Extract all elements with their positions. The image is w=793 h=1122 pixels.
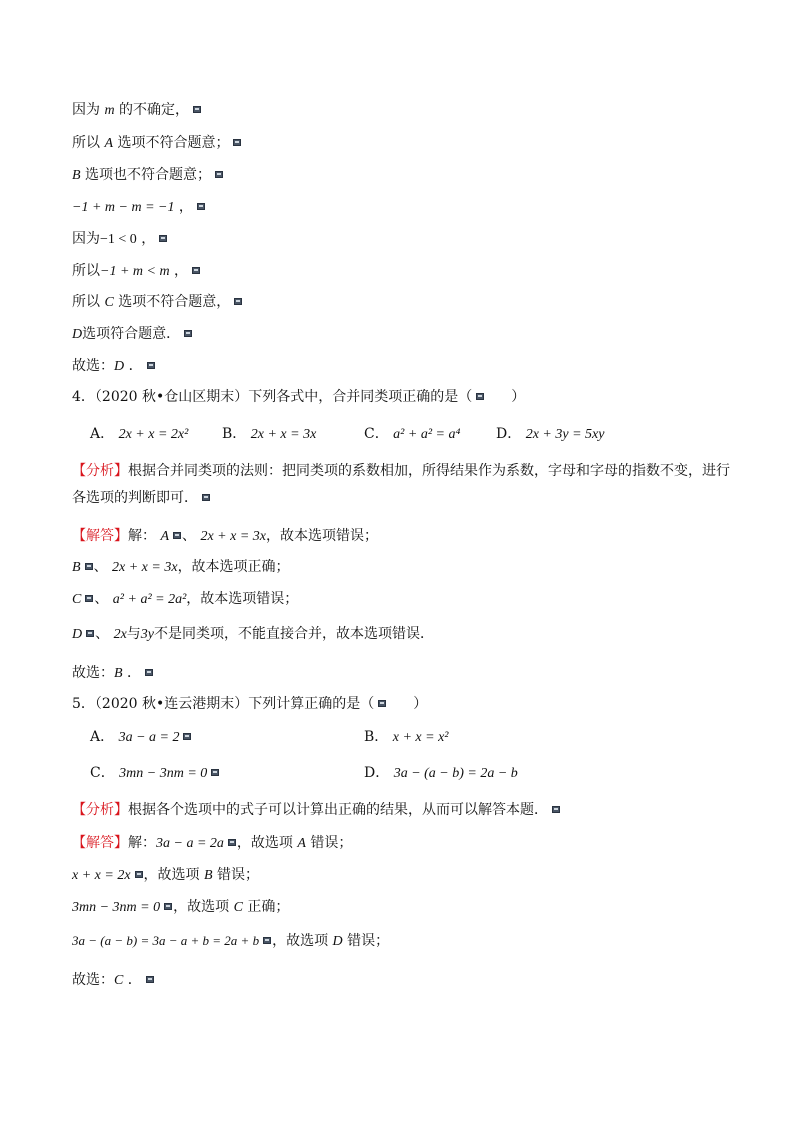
math-var: B [114,666,123,681]
text: 、 [93,559,108,575]
option-math: 2x + 3y = 5xy [525,427,605,442]
option-label: A． [90,729,115,745]
solution-line-2 [72,133,242,154]
flag-icon [182,733,192,742]
analysis-tag: 【分析】 [72,463,128,479]
text: 因为 [72,231,100,247]
math-expression: a² + a² = 2a² [112,592,187,607]
q5-analysis [72,800,561,820]
option-label: C． [364,426,389,442]
text: 所以 [72,263,100,279]
text: ，故选项 [272,933,329,949]
q4-analysis [72,458,732,512]
option-math: 3a − (a − b) = 2a − b [393,766,518,781]
question-text: 4．（2020 秋•仓山区期末）下列各式中，合并同类项正确的是（ [72,389,473,405]
math-expression: 3mn − 3nm = 0 [72,900,161,915]
flag-icon [377,700,387,709]
math-expression: 2x [113,627,127,642]
text: ， [141,231,156,247]
q5-answer-line-4 [72,931,389,952]
text: ， [174,263,189,279]
math-expression: 2x + x = 3x [112,560,178,575]
solution-final [72,356,156,377]
math-var: A [104,136,114,151]
option-label: B． [222,426,247,442]
text: 所以 [72,135,100,151]
flag-icon [145,976,155,985]
analysis-tag: 【分析】 [72,802,128,818]
bracket: ） [413,696,428,712]
flag-icon [192,106,202,115]
flag-icon [134,871,144,880]
text: ，故本选项错误； [266,528,379,544]
q4-final [72,663,154,684]
flag-icon [214,171,224,180]
q4-answer-line-1 [72,526,378,547]
flag-icon [146,362,156,371]
analysis-text: 根据合并同类项的法则：把同类项的系数相加，所得结果作为系数，字母和字母的指数不变，进行各选项的判断即可． [72,463,730,506]
question-text: 5．（2020 秋•连云港期末）下列计算正确的是（ [72,696,375,712]
math-expression: 3y [140,627,155,642]
text: ． [127,972,142,988]
q4-option-b [222,424,316,445]
math-var: D [72,327,83,342]
answer-tag: 【解答】 [72,528,128,544]
analysis-text: 根据各个选项中的式子可以计算出正确的结果，从而可以解答本题． [128,802,548,818]
question-4-stem [72,387,525,407]
math-var: C [72,592,82,607]
flag-icon [84,595,94,604]
text: 正确； [247,899,290,915]
text: 错误； [217,867,260,883]
math-expression: 3a − (a − b) = 3a − a + b = 2a + b [72,933,260,948]
q5-option-a [90,727,192,748]
text: 、 [95,626,110,642]
math-var: B [72,168,81,183]
solution-line-5 [72,229,168,250]
option-label: A． [90,426,115,442]
q5-option-d [364,763,518,784]
text: ． [128,358,143,374]
q5-final [72,970,155,991]
q5-answer-line-2 [72,865,259,886]
flag-icon [551,806,561,815]
solution-line-3 [72,165,224,186]
flag-icon [183,330,193,339]
q5-answer-line-1 [72,833,352,854]
q4-option-c [364,424,460,445]
flag-icon [172,532,182,541]
option-math: 3a − a = 2 [118,730,180,745]
text: ，故选项 [173,899,230,915]
flag-icon [144,669,154,678]
text: 故选： [72,665,114,681]
q4-option-a [90,424,188,445]
flag-icon [158,235,168,244]
text: 解： [128,835,156,851]
math-expression: 2x + x = 3x [200,529,267,544]
flag-icon [262,937,272,946]
text: 、 [94,591,109,607]
math-expression: 3a − a = 2a [156,836,224,851]
q4-answer-line-4 [72,624,434,645]
text: ，故选项 [236,835,293,851]
text: 与 [126,626,141,642]
text: 选项不符合题意； [117,135,230,151]
solution-line-1 [72,100,202,121]
text: ，故选项 [143,867,200,883]
math-var: A [160,529,170,544]
math-var: D [72,627,83,642]
question-5-stem [72,694,427,714]
flag-icon [232,139,242,148]
bracket: ） [511,389,526,405]
math-expression: −1 < 0 [100,232,137,247]
math-expression: −1 + m < m [100,264,170,279]
solution-line-6 [72,261,201,282]
text: 解： [128,528,156,544]
option-math: x + x = x² [392,730,449,745]
text: ，故本选项正确； [177,559,290,575]
flag-icon [233,298,243,307]
text: ． [127,665,142,681]
math-var: m [104,103,115,118]
flag-icon [191,267,201,276]
text: ，故本选项错误； [186,591,299,607]
flag-icon [210,769,220,778]
text: 、 [182,528,197,544]
text: 选项符合题意． [82,326,181,342]
text: 错误； [310,835,353,851]
text: 故选： [72,358,114,374]
text: 的不确定， [119,102,190,118]
option-label: B． [364,729,389,745]
option-label: D． [496,426,522,442]
text: 不是同类项，不能直接合并，故本选项错误． [154,626,435,642]
option-math: 2x + x = 3x [250,427,317,442]
flag-icon [163,903,173,912]
text: 选项也不符合题意； [85,167,212,183]
option-math: a² + a² = a⁴ [393,427,461,442]
flag-icon [85,630,95,639]
q5-answer-line-3 [72,897,289,918]
math-var: A [297,836,306,851]
q4-answer-line-3 [72,589,298,610]
q4-answer-line-2 [72,557,290,578]
q5-option-c [90,763,220,784]
text: 所以 [72,294,100,310]
text: 选项不符合题意， [118,294,231,310]
math-var: B [72,560,81,575]
option-math: 3mn − 3nm = 0 [119,766,208,781]
flag-icon [201,494,211,503]
option-label: C． [90,765,115,781]
math-var: D [332,934,343,949]
solution-line-7 [72,292,243,313]
text: 错误； [347,933,390,949]
answer-tag: 【解答】 [72,835,128,851]
flag-icon [196,203,206,212]
math-var: C [233,900,243,915]
text: 故选： [72,972,114,988]
q4-option-d [496,424,604,445]
math-var: D [114,359,125,374]
solution-line-4 [72,197,206,218]
option-label: D． [364,765,390,781]
solution-line-8 [72,324,193,345]
math-var: C [104,295,114,310]
q5-option-b [364,727,448,748]
option-math: 2x + x = 2x² [118,427,189,442]
flag-icon [227,839,237,848]
math-expression: x + x = 2x [72,868,131,883]
flag-icon [475,393,485,402]
text: ， [178,199,193,215]
math-var: B [204,868,213,883]
flag-icon [84,563,94,572]
text: 因为 [72,102,100,118]
math-expression: −1 + m − m = −1 [72,200,175,215]
math-var: C [114,973,124,988]
